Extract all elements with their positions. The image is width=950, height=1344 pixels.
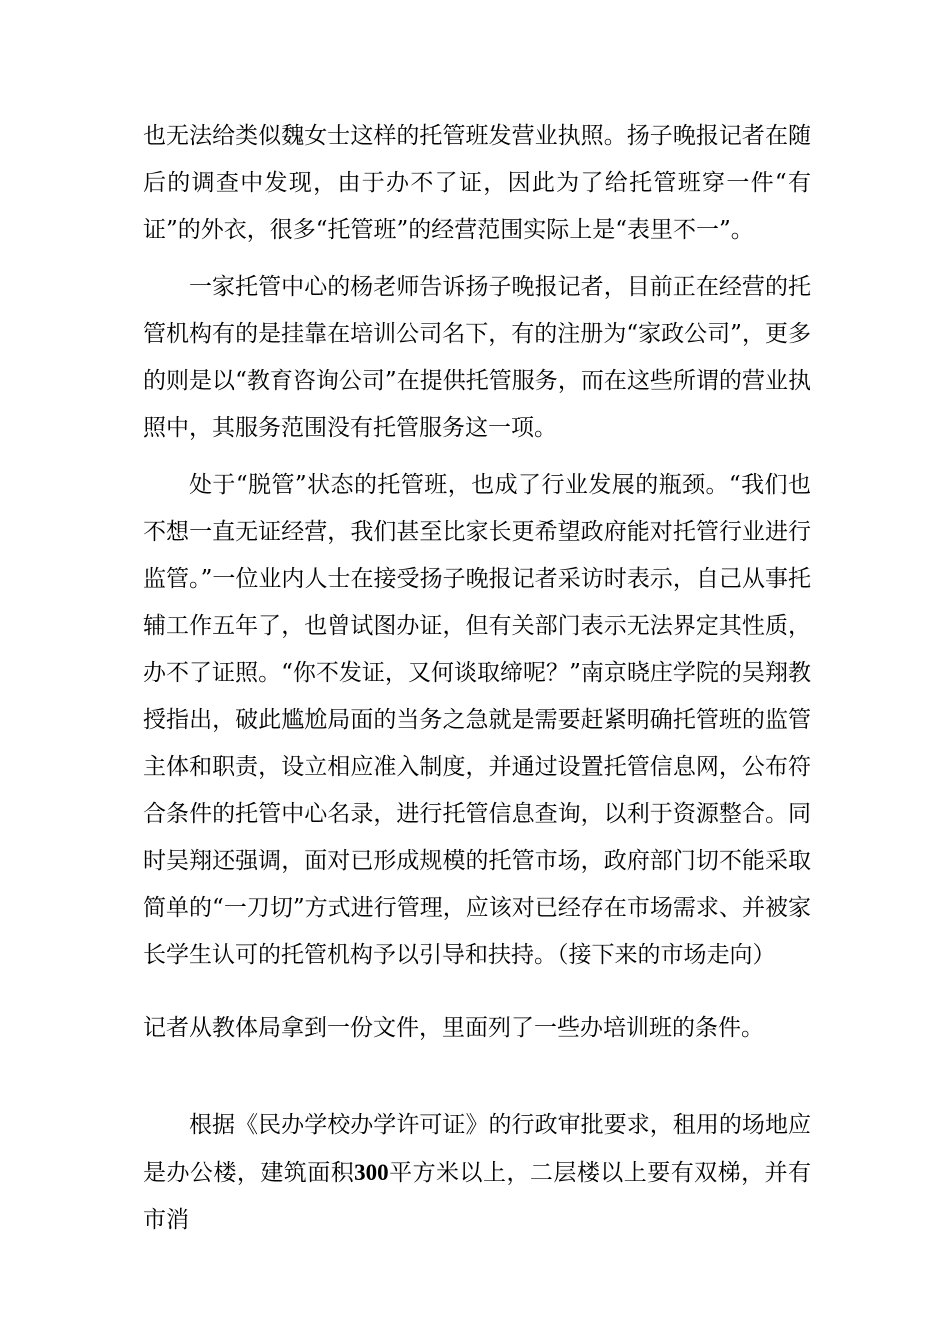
paragraph-4: 记者从教体局拿到一份文件，里面列了一些办培训班的条件。	[143, 1015, 764, 1041]
paragraph-5-text-start: 根据《民办学校办学许可证》的行政审批要求，租用的场地应是办公楼，建筑面积	[143, 1112, 811, 1186]
paragraph-3: 处于“脱管”状态的托管班，也成了行业发展的瓶颈。“我们也不想一直无证经营，我们甚至比家长更希望政府能对托管行业进行监管。”一位业内人士在接受扬子晚报记者采访时表示，自己从事托辅工作五年了，也曾试图办证，但有关部门表示无法界定其性质，办不了证照。“你不发证，又何谈取缔呢？”南京晓庄学院的吴翔教授指出，破此尴尬局面的当务之急就是需要赶紧明确托管班的监管主体和职责，设立相应准入制度，并通过设置托管信息网，公布符合条件的托管中心名录，进行托管信息查询，以利于资源整合。同时吴翔还强调，面对已形成规模的托管市场，政府部门切不能采取简单的“一刀切”方式进行管理，应该对已经存在市场需求、并被家长学生认可的托管机构予以引导和扶持。（接下来的市场走向）	[143, 472, 811, 968]
paragraph-2: 一家托管中心的杨老师告诉扬子晚报记者，目前正在经营的托管机构有的是挂靠在培训公司名下，有的注册为“家政公司”，更多的则是以“教育咨询公司”在提供托管服务，而在这些所谓的营业执照中，其服务范围没有托管服务这一项。	[143, 274, 811, 441]
paragraph-1: 也无法给类似魏女士这样的托管班发营业执照。扬子晚报记者在随后的调查中发现，由于办不了证，因此为了给托管班穿一件“有证”的外衣，很多“托管班”的经营范围实际上是“表里不一”。	[143, 123, 811, 243]
area-number: 300	[354, 1160, 389, 1185]
paragraph-5-text-end: 平方米以上，二层楼以上要有双梯，并有市消	[143, 1160, 812, 1233]
paragraph-5	[143, 1102, 811, 1244]
